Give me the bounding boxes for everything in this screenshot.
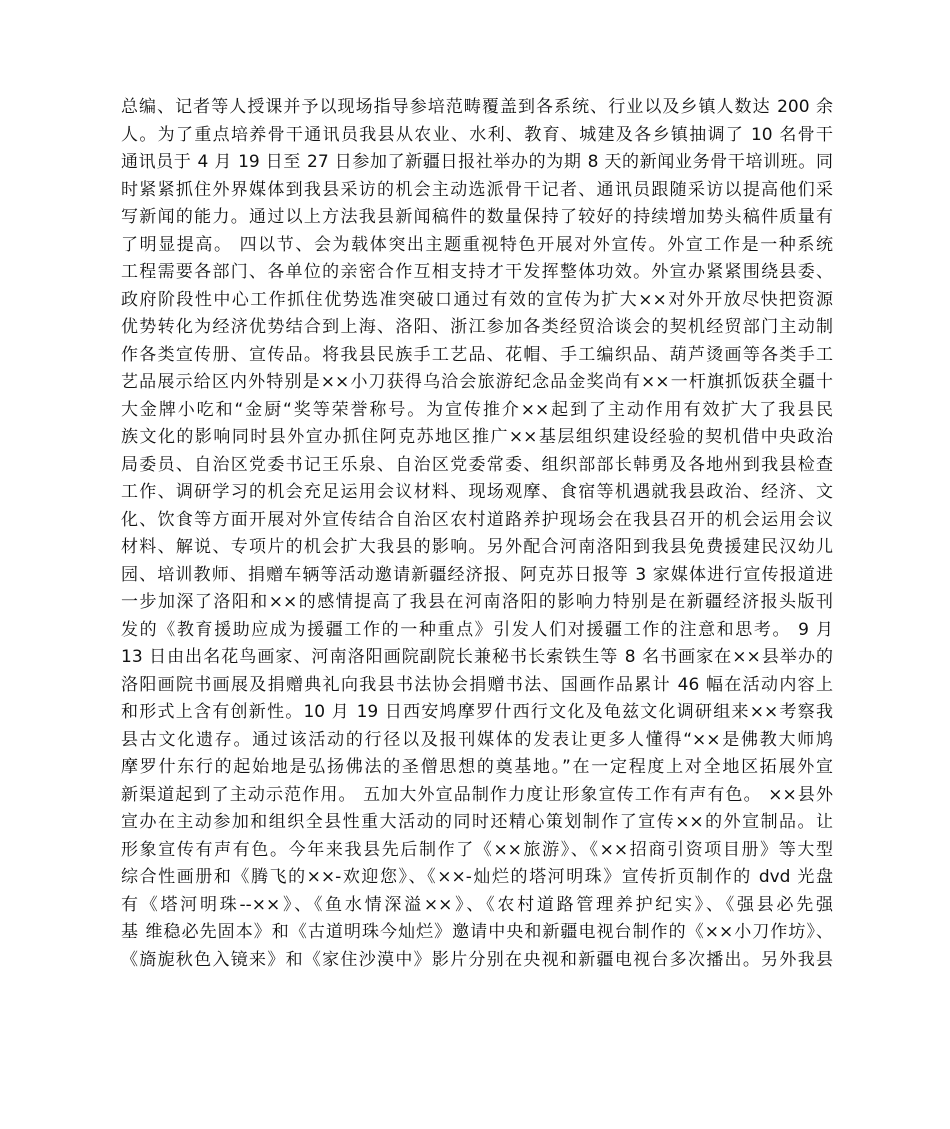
text-line: 作各类宣传册、宣传品。将我县民族手工艺品、花帽、手工编织品、葫芦烫画等各类手工	[121, 344, 833, 365]
text-line: 形象宣传有声有色。今年来我县先后制作了《××旅游》、《××招商引资项目册》等大型	[121, 839, 833, 860]
text-line: 工作、调研学习的机会充足运用会议材料、现场观摩、食宿等机遇就我县政治、经济、文	[121, 482, 833, 502]
text-line: 县古文化遗存。通过该活动的行径以及报刊媒体的发表让更多人懂得“××是佛教大师鸠	[121, 729, 833, 750]
body-paragraph	[121, 94, 833, 974]
text-line: 族文化的影响同时县外宣办抓住阿克苏地区推广××基层组织建设经验的契机借中央政治	[121, 427, 833, 447]
text-line: 新渠道起到了主动示范作用。 五加大外宣品制作力度让形象宣传工作有声有色。 ××县外	[121, 784, 833, 805]
text-line: 化、饮食等方面开展对外宣传结合自治区农村道路养护现场会在我县召开的机会运用会议	[121, 509, 833, 530]
text-line: 总编、记者等人授课并予以现场指导参培范畴覆盖到各系统、行业以及乡镇人数达 200 余	[121, 97, 833, 117]
text-line: 优势转化为经济优势结合到上海、洛阳、浙江参加各类经贸洽谈会的契机经贸部门主动制	[121, 317, 833, 337]
text-line: 人。为了重点培养骨干通讯员我县从农业、水利、教育、城建及各乡镇抽调了 10 名骨干	[121, 124, 833, 145]
text-line: 基 维稳必先固本》和《古道明珠今灿烂》邀请中央和新疆电视台制作的《××小刀作坊》、	[121, 922, 833, 942]
text-line: 政府阶段性中心工作抓住优势选准突破口通过有效的宣传为扩大××对外开放尽快把资源	[121, 289, 833, 310]
text-line: 局委员、自治区党委书记王乐泉、自治区党委常委、组织部部长韩勇及各地州到我县检查	[121, 454, 833, 475]
text-line: 艺品展示给区内外特别是××小刀获得乌洽会旅游纪念品金奖尚有××一杆旗抓饭获全疆十	[121, 372, 833, 392]
text-line: 通讯员于 4 月 19 日至 27 日参加了新疆日报社举办的为期 8 天的新闻业务骨干培训班。同	[121, 152, 833, 172]
text-line: 了明显提高。 四以节、会为载体突出主题重视特色开展对外宣传。外宣工作是一种系统	[121, 234, 833, 255]
text-line: 宣办在主动参加和组织全县性重大活动的同时还精心策划制作了宣传××的外宣制品。让	[121, 812, 833, 832]
text-line: 《旖旎秋色入镜来》和《家住沙漠中》影片分别在央视和新疆电视台多次播出。另外我县	[121, 949, 833, 970]
text-line: 工程需要各部门、各单位的亲密合作互相支持才干发挥整体功效。外宣办紧紧围绕县委、	[121, 262, 833, 282]
text-line: 大金牌小吃和“金厨“奖等荣誉称号。为宣传推介××起到了主动作用有效扩大了我县民	[121, 399, 833, 420]
text-line: 和形式上含有创新性。10 月 19 日西安鸠摩罗什西行文化及龟兹文化调研组来××考察我	[121, 702, 833, 722]
text-line: 写新闻的能力。通过以上方法我县新闻稿件的数量保持了较好的持续增加势头稿件质量有	[121, 207, 833, 227]
text-line: 园、培训教师、捐赠车辆等活动邀请新疆经济报、阿克苏日报等 3 家媒体进行宣传报道进	[121, 564, 833, 585]
text-line: 摩罗什东行的起始地是弘扬佛法的圣僧思想的奠基地。”在一定程度上对全地区拓展外宣	[121, 757, 833, 777]
text-line: 一步加深了洛阳和××的感情提高了我县在河南洛阳的影响力特别是在新疆经济报头版刊	[121, 592, 833, 612]
text-line: 材料、解说、专项片的机会扩大我县的影响。另外配合河南洛阳到我县免费援建民汉幼儿	[121, 537, 833, 557]
text-line: 综合性画册和《腾飞的××-欢迎您》、《××-灿烂的塔河明珠》宣传折页制作的 dvd 光盘	[121, 867, 833, 887]
text-line: 发的《教育援助应成为援疆工作的一种重点》引发人们对援疆工作的注意和思考。 9 月	[121, 619, 833, 640]
text-line: 洛阳画院书画展及捐赠典礼向我县书法协会捐赠书法、国画作品累计 46 幅在活动内容上	[121, 674, 833, 695]
text-line: 有《塔河明珠--××》、《鱼水情深溢××》、《农村道路管理养护纪实》、《强县必先强	[121, 894, 833, 915]
text-line: 13 日由出名花鸟画家、河南洛阳画院副院长兼秘书长索铁生等 8 名书画家在××县举办的	[121, 647, 833, 667]
text-line: 时紧紧抓住外界媒体到我县采访的机会主动选派骨干记者、通讯员跟随采访以提高他们采	[121, 179, 833, 200]
